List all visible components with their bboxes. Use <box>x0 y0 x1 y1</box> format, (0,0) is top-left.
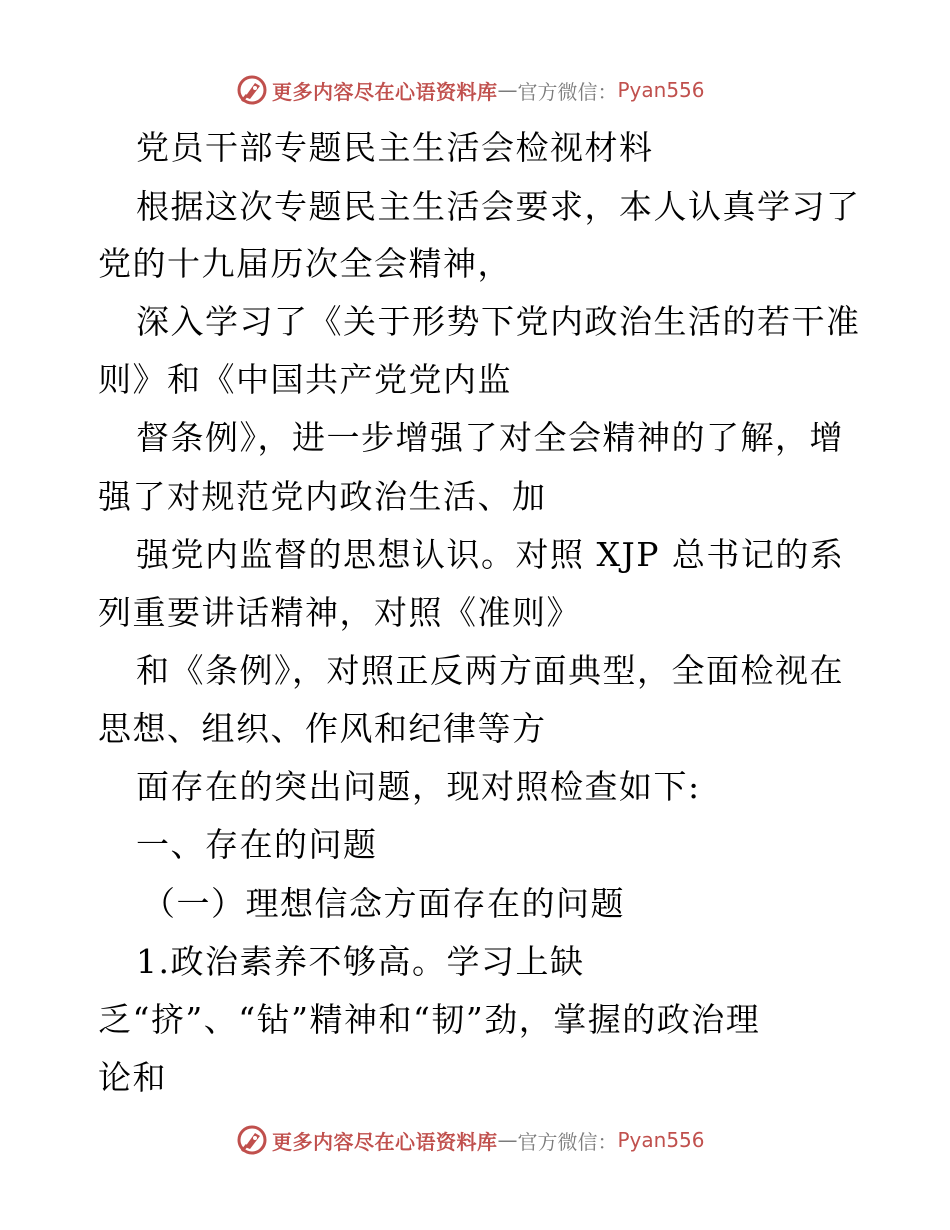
pen-nib-circle-icon <box>236 1124 268 1156</box>
footer-banner <box>236 1122 705 1158</box>
text-line: 论和 <box>98 1058 167 1097</box>
banner-label: 官方微信： <box>517 79 618 104</box>
text-line: 列重要讲话精神，对照《准则》 <box>98 593 581 632</box>
section-heading: 一、存在的问题 <box>136 825 378 864</box>
document-title: 党员干部专题民主生活会检视材料 <box>136 128 654 167</box>
banner-wechat-id: Pyan556 <box>617 78 705 102</box>
text-line: 1.政治素养不够高。学习上缺 <box>136 942 585 981</box>
text-line: 根据这次专题民主生活会要求，本人认真学习了 <box>136 187 861 226</box>
text-line: 强了对规范党内政治生活、加 <box>98 477 547 516</box>
pen-nib-circle-icon <box>236 74 268 106</box>
text-line: 思想、组织、作风和纪律等方 <box>98 709 547 748</box>
text-line: 乏“挤”、“钻”精神和“韧”劲，掌握的政治理 <box>98 1000 761 1039</box>
banner-dash: — <box>497 1128 518 1152</box>
text-line: 党的十九届历次全会精神， <box>98 244 512 283</box>
banner-wechat-id: Pyan556 <box>617 1128 705 1152</box>
text-line: 和《条例》，对照正反两方面典型，全面检视在 <box>136 651 844 690</box>
text-line: 深入学习了《关于形势下党内政治生活的若干准 <box>136 302 861 341</box>
subsection-heading: （一）理想信念方面存在的问题 <box>142 884 625 923</box>
text-line: 强党内监督的思想认识。对照 XJP 总书记的系 <box>136 535 845 574</box>
header-banner <box>236 72 705 108</box>
text-line: 督条例》，进一步增强了对全会精神的了解，增 <box>136 418 844 457</box>
text-line: 则》和《中国共产党党内监 <box>98 360 512 399</box>
banner-label: 官方微信： <box>517 1129 618 1154</box>
banner-text: 更多内容尽在心语资料库 <box>272 79 498 104</box>
text-line: 面存在的突出问题，现对照检查如下: <box>136 767 701 806</box>
banner-dash: — <box>497 78 518 102</box>
banner-text: 更多内容尽在心语资料库 <box>272 1129 498 1154</box>
